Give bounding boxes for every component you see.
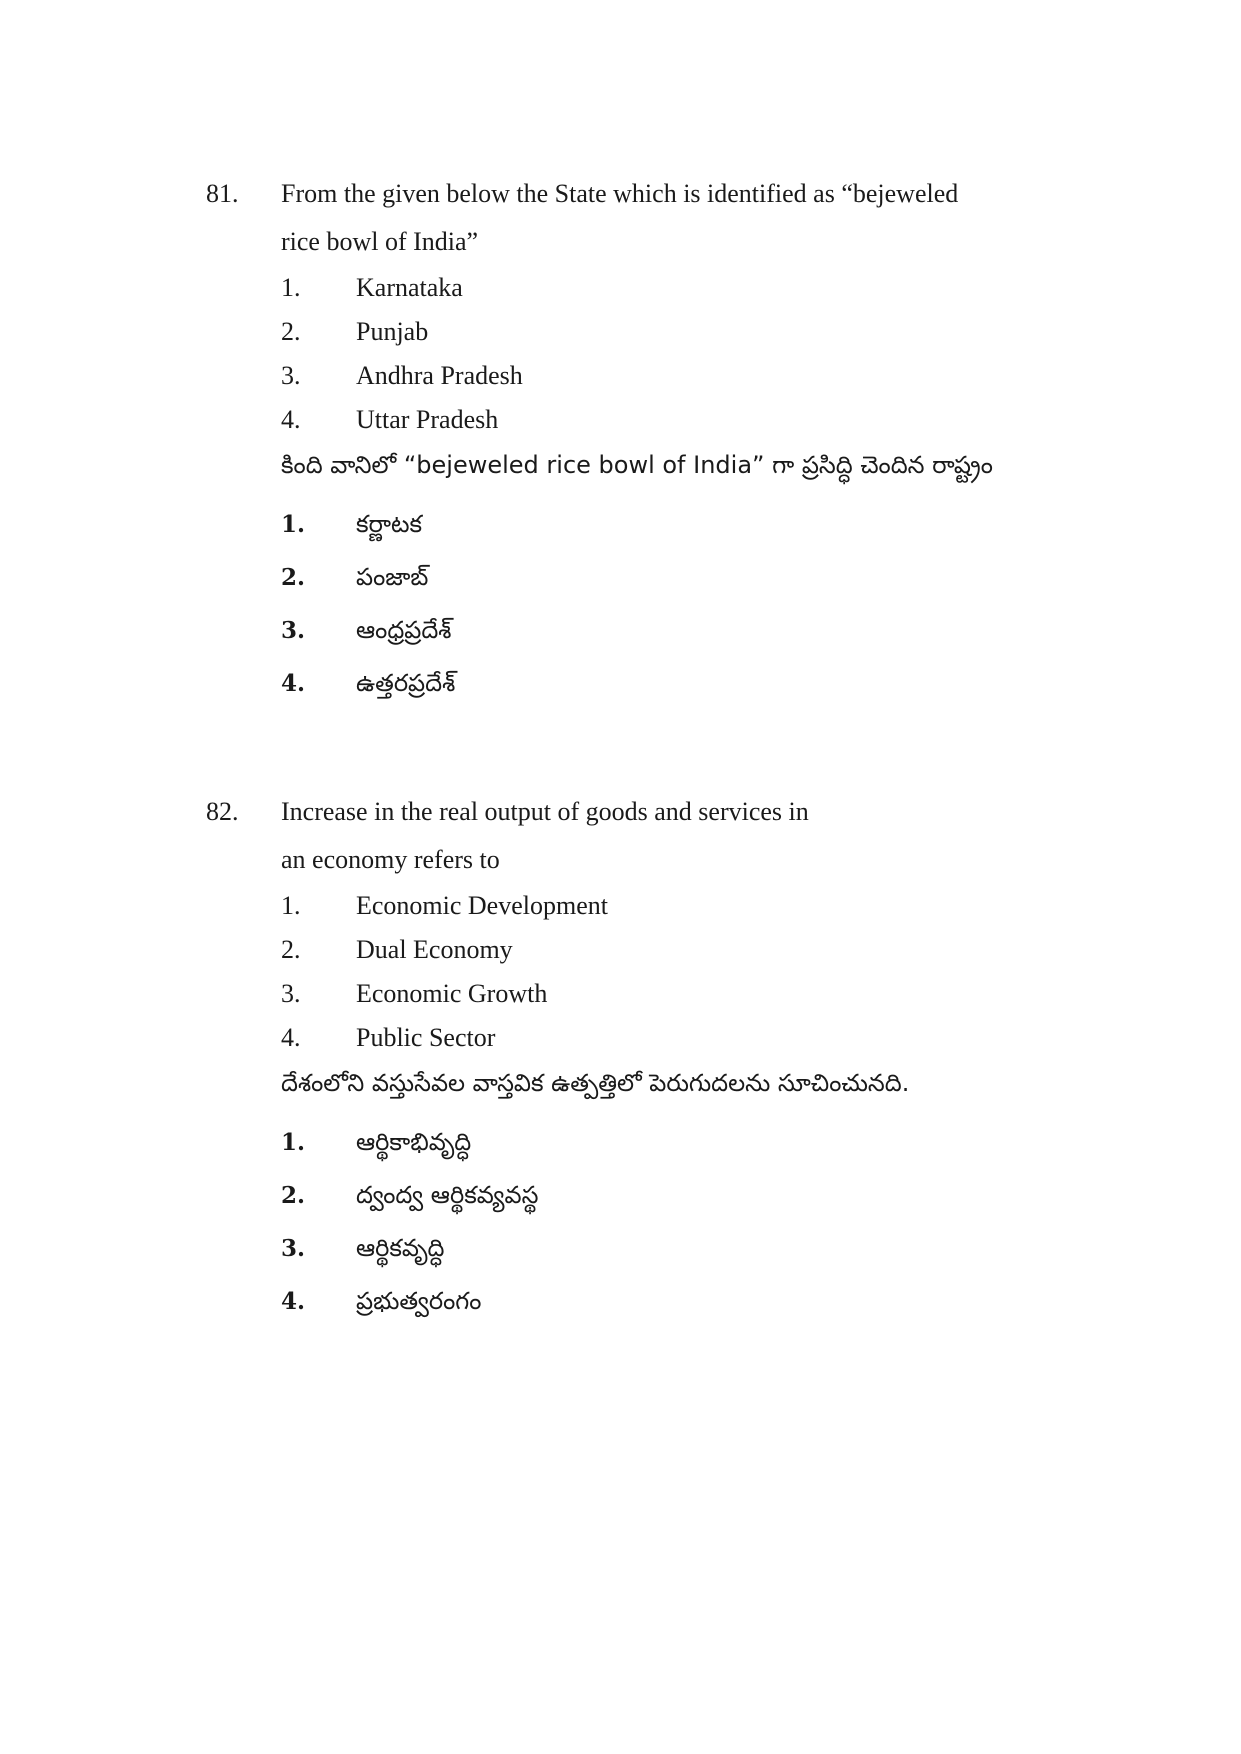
question-text-telugu: దేశంలోని వస్తుసేవల వాస్తవిక ఉత్పత్తిలో పెరుగుదలను సూచించునది. [281, 1069, 910, 1097]
question-text-line: From the given below the State which is identified as “bejeweled [281, 179, 959, 208]
option-number: 4. [281, 670, 306, 697]
option-label: ద్వంద్వ ఆర్థికవ్యవస్థ [356, 1181, 539, 1209]
option-item [281, 1222, 1026, 1275]
option-number: 1. [281, 891, 301, 920]
question-text-telugu: కింది వానిలో “bejeweled rice bowl of India” గా ప్రసిద్ధి చెందిన రాష్ట్రం [281, 451, 993, 479]
option-label: ఆర్థికవృద్ధి [356, 1234, 445, 1262]
option-label: Dual Economy [356, 935, 513, 964]
option-label: Andhra Pradesh [356, 361, 523, 390]
option-number: 4. [281, 1288, 306, 1315]
option-item [281, 551, 1026, 604]
option-item [281, 310, 1026, 354]
option-number: 4. [281, 405, 301, 434]
option-item [281, 1016, 1026, 1060]
option-label: Uttar Pradesh [356, 405, 499, 434]
option-label: Economic Growth [356, 979, 548, 1008]
option-item [281, 498, 1026, 551]
option-item [281, 884, 1026, 928]
question-text [281, 170, 1026, 266]
option-number: 3. [281, 979, 301, 1008]
option-item [281, 604, 1026, 657]
option-number: 1. [281, 511, 306, 538]
question-82 [206, 788, 1026, 1328]
option-number: 3. [281, 617, 306, 644]
option-item [281, 1116, 1026, 1169]
question-text-line: rice bowl of India” [281, 227, 479, 256]
option-number: 1. [281, 1129, 306, 1156]
option-label: ఆంధ్రప్రదేశ్ [356, 616, 452, 644]
question-number: 82. [206, 797, 239, 826]
option-label: ప్రభుత్వరంగం [356, 1287, 482, 1315]
option-label: ఆర్థికాభివృద్ధి [356, 1128, 472, 1156]
question-text [281, 788, 1026, 884]
option-list-telugu [281, 1116, 1026, 1328]
option-item [281, 657, 1026, 710]
option-label: Karnataka [356, 273, 463, 302]
option-item [281, 928, 1026, 972]
option-label: కర్ణాటక [356, 510, 423, 538]
option-list-telugu [281, 498, 1026, 710]
option-number: 2. [281, 935, 301, 964]
option-number: 1. [281, 273, 301, 302]
option-label: Public Sector [356, 1023, 496, 1052]
question-number: 81. [206, 179, 239, 208]
option-list-english [281, 266, 1026, 442]
option-number: 3. [281, 1235, 306, 1262]
option-number: 3. [281, 361, 301, 390]
option-list-english [281, 884, 1026, 1060]
question-text-line: Increase in the real output of goods and services in [281, 797, 809, 826]
option-item [281, 354, 1026, 398]
option-number: 4. [281, 1023, 301, 1052]
option-number: 2. [281, 564, 306, 591]
question-81 [206, 170, 1026, 710]
option-label: Punjab [356, 317, 429, 346]
option-item [281, 1275, 1026, 1328]
option-item [281, 398, 1026, 442]
question-text-line: an economy refers to [281, 845, 500, 874]
option-item [281, 972, 1026, 1016]
option-label: Economic Development [356, 891, 608, 920]
option-item [281, 266, 1026, 310]
option-number: 2. [281, 317, 301, 346]
option-label: పంజాబ్ [356, 563, 429, 591]
option-item [281, 1169, 1026, 1222]
option-label: ఉత్తరప్రదేశ్ [356, 669, 456, 697]
option-number: 2. [281, 1182, 306, 1209]
